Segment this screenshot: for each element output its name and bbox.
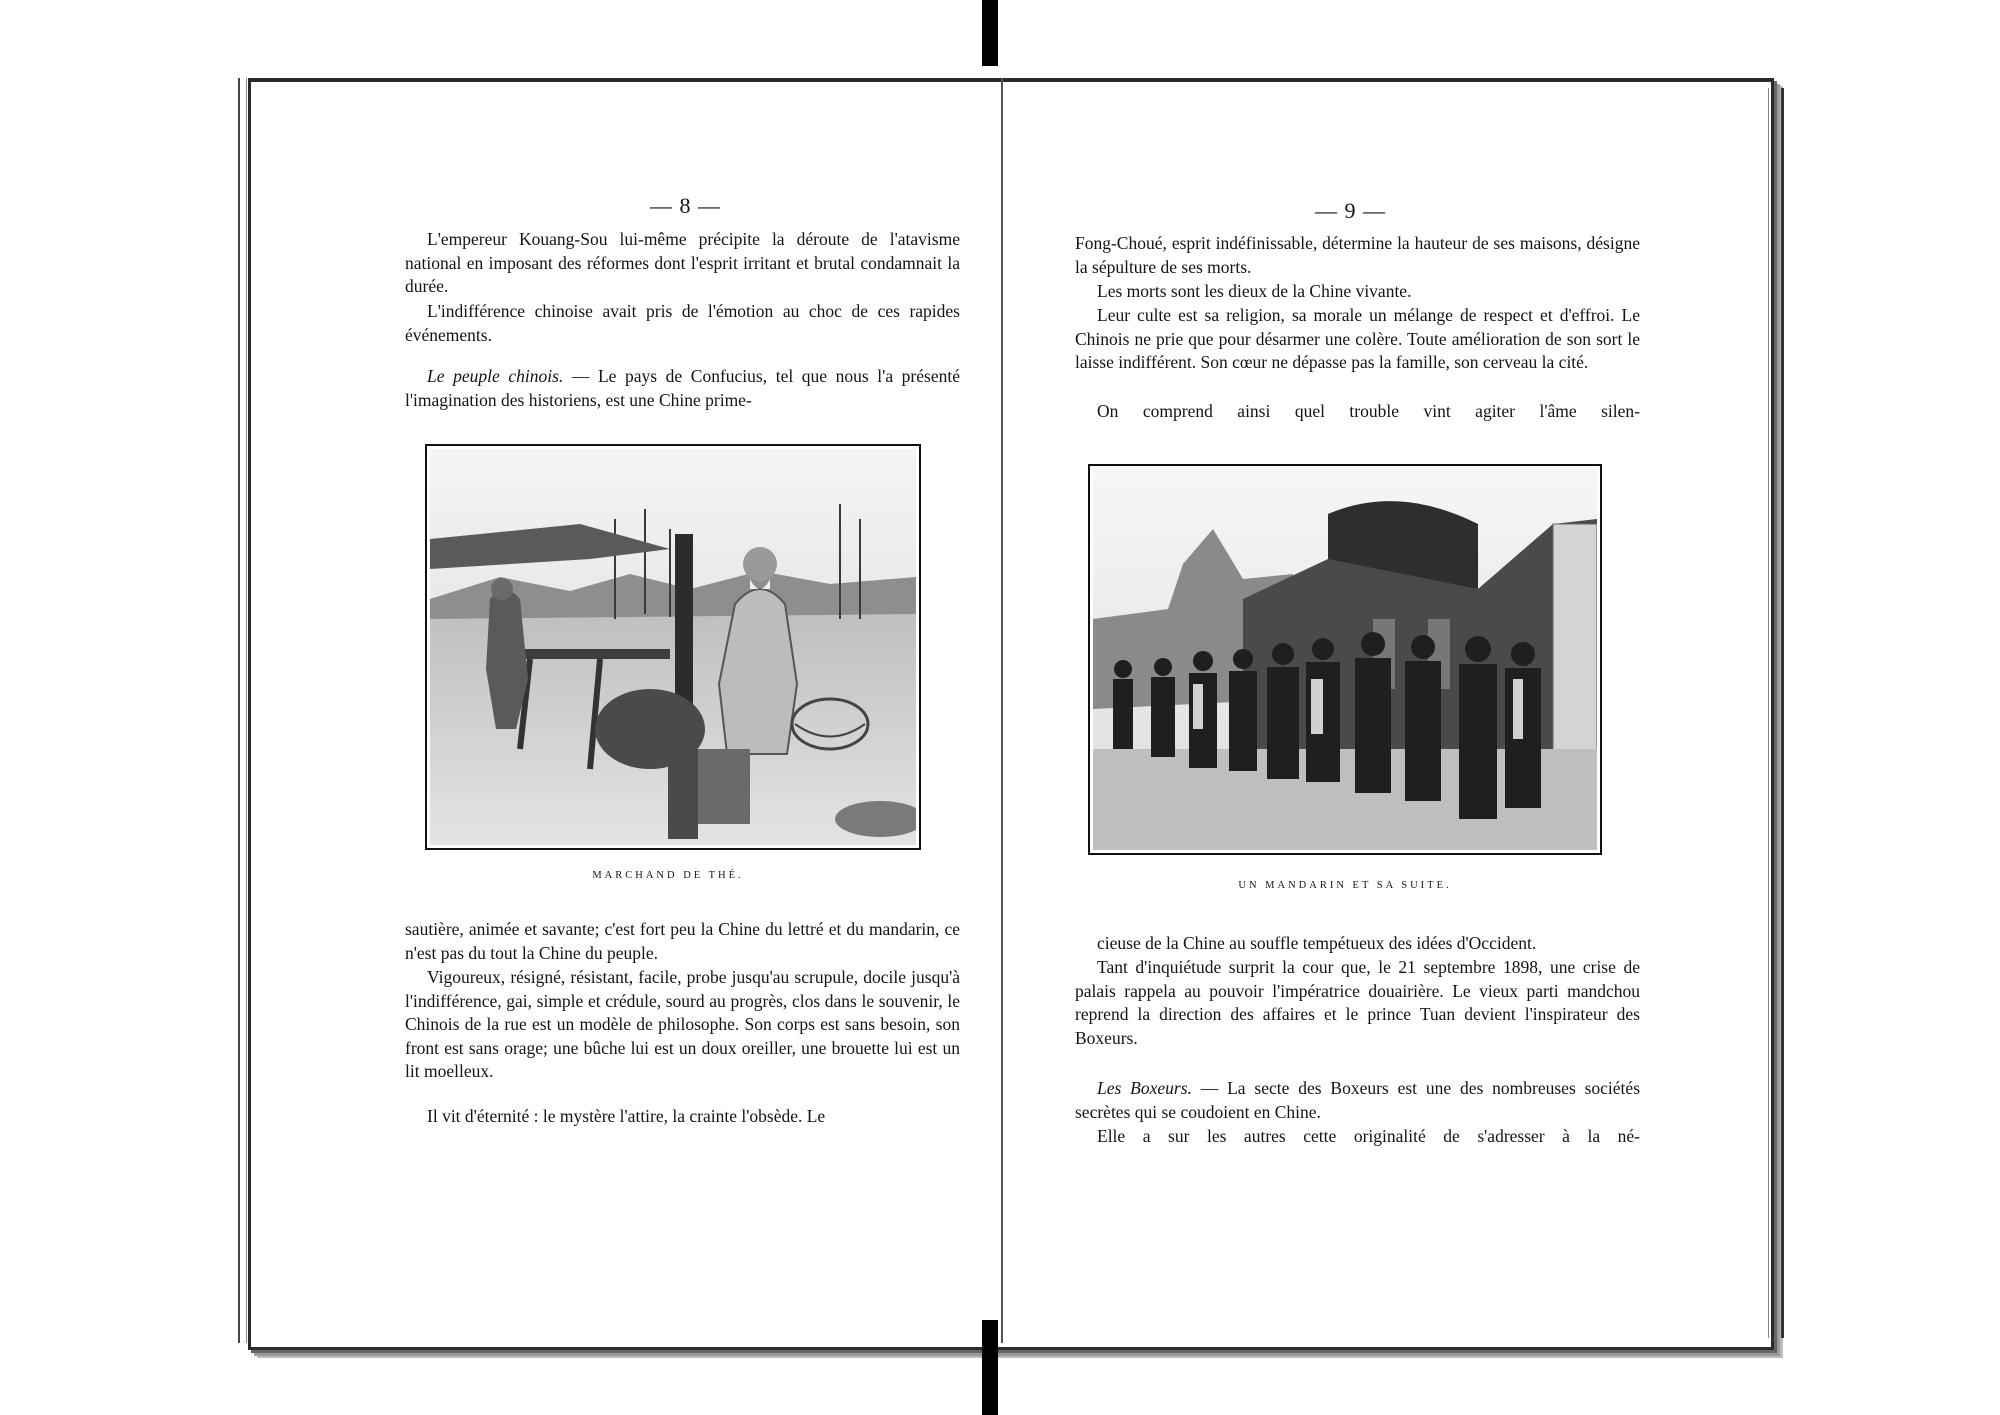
- section-paragraph: [405, 365, 960, 412]
- section-title: Les Boxeurs.: [1097, 1078, 1192, 1098]
- paragraph: L'indifférence chinoise avait pris de l'émotion au choc de ces rapides événements.: [405, 301, 960, 345]
- paragraph: Vigoureux, résigné, résistant, facile, probe jusqu'au scrupule, docile jusqu'à l'indifférence, gai, simple et crédule, sourd au progrès, clos dans le souvenir, le Chinois de la rue est un modèle de philosophe. Son corps est sans besoin, son front est sans orage; une bûche lui est un doux oreiller, une brouette lui est un lit moelleux.: [405, 967, 960, 1081]
- paragraph: On comprend ainsi quel trouble vint agiter l'âme silen-: [1097, 401, 1640, 421]
- section-text: — Le pays de Confucius, tel que nous l'a présenté l'imagination des historiens, est une Chine prime-: [405, 366, 960, 410]
- section-paragraph: [1075, 1077, 1640, 1124]
- page-number: — 9 —: [1315, 198, 1386, 223]
- book-spine-bottom: [982, 1320, 998, 1415]
- photo-caption: MARCHAND DE THÉ.: [592, 870, 744, 881]
- book-gutter: [1001, 78, 1003, 1343]
- paragraph: Elle a sur les autres cette originalité de s'adresser à la né-: [1097, 1126, 1640, 1146]
- book-spine-top: [982, 0, 998, 66]
- page-stack-right-edge: [1768, 88, 1784, 1338]
- paragraph: sautière, animée et savante; c'est fort peu la Chine du lettré et du mandarin, ce n'est pas du tout la Chine du peuple.: [405, 919, 960, 963]
- paragraph: L'empereur Kouang-Sou lui-même précipite la déroute de l'atavisme national en imposant des réformes dont l'esprit irritant et brutal condamnait la durée.: [405, 229, 960, 296]
- paragraph: Les morts sont les dieux de la Chine vivante.: [1097, 281, 1412, 301]
- paragraph: Fong-Choué, esprit indéfinissable, détermine la hauteur de ses maisons, désigne la sépulture de ses morts.: [1075, 233, 1640, 277]
- photo-tea-merchant: [425, 444, 921, 850]
- photo-caption: UN MANDARIN ET SA SUITE.: [1238, 880, 1452, 891]
- paragraph: Tant d'inquiétude surprit la cour que, le 21 septembre 1898, une crise de palais rappela au pouvoir l'impératrice douairière. Le vieux parti mandchou reprend la direction des affaires et le prince Tuan devient l'inspirateur des Boxeurs.: [1075, 957, 1640, 1048]
- paragraph: Leur culte est sa religion, sa morale un mélange de respect et d'effroi. Le Chinois ne prie que pour désarmer une colère. Toute amélioration de son sort le laisse indifférent. Son cœur ne dépasse pas la famille, son cerveau la cité.: [1075, 305, 1640, 372]
- section-text: — La secte des Boxeurs est une des nombreuses sociétés secrètes qui se coudoient en Chine.: [1075, 1078, 1640, 1122]
- page-stack-left-edge: [238, 78, 247, 1343]
- paragraph: cieuse de la Chine au souffle tempétueux des idées d'Occident.: [1097, 933, 1537, 953]
- section-title: Le peuple chinois.: [427, 366, 564, 386]
- page-number: — 8 —: [650, 193, 721, 218]
- paragraph: Il vit d'éternité : le mystère l'attire, la crainte l'obsède. Le: [427, 1106, 826, 1126]
- photo-mandarin-and-suite: [1088, 464, 1602, 855]
